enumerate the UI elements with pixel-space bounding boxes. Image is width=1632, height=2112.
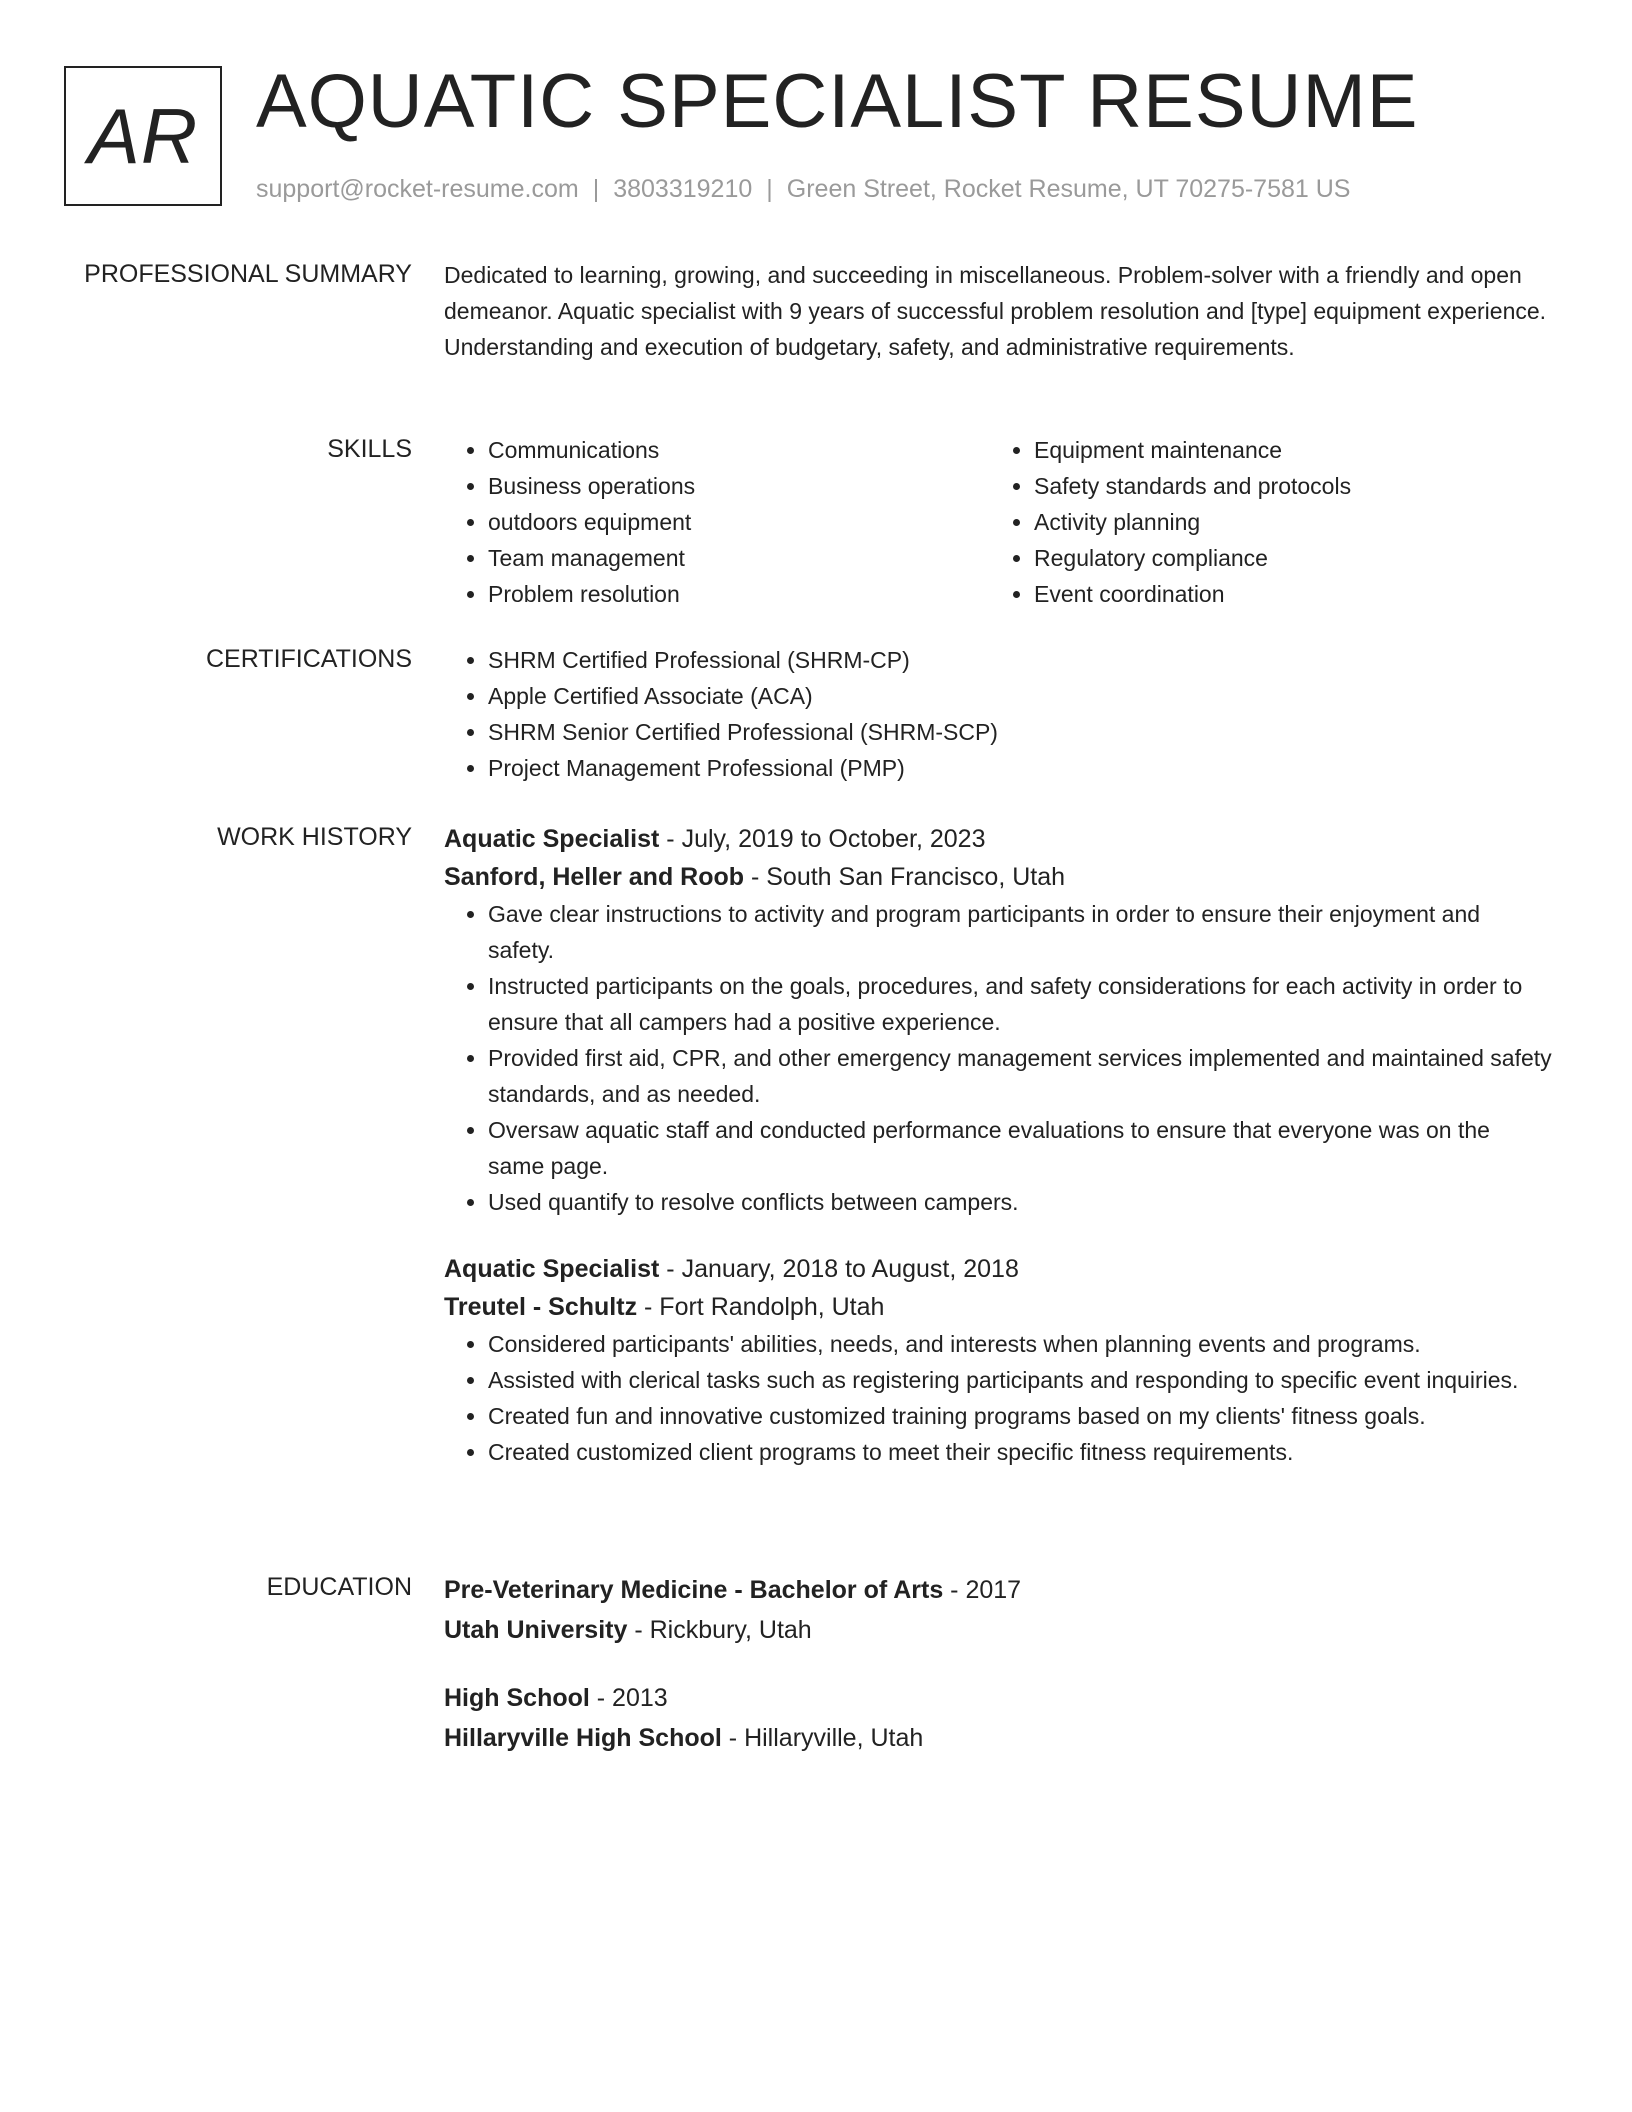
skills-list-right xyxy=(990,432,1536,612)
job-company: Sanford, Heller and Roob xyxy=(444,863,745,891)
skill-item: • Event coordination xyxy=(1034,576,1536,612)
job-duty: • Gave clear instructions to activity and program participants in order to ensure their enjoyment and safety. xyxy=(488,896,1552,968)
certifications-list xyxy=(444,642,1552,786)
job-title-line xyxy=(444,1250,1552,1288)
skills-body xyxy=(444,432,1552,612)
job-duty: • Used quantify to resolve conflicts between campers. xyxy=(488,1184,1552,1220)
section-heading-work-history: WORK HISTORY xyxy=(217,823,412,851)
job-duty: • Considered participants' abilities, needs, and interests when planning events and programs. xyxy=(488,1326,1552,1362)
education-degree-line xyxy=(444,1570,1552,1610)
job-duties-list xyxy=(444,1326,1552,1470)
certifications-body xyxy=(444,642,1552,786)
job-title-line xyxy=(444,820,1552,858)
education-location: - Rickbury, Utah xyxy=(627,1616,812,1644)
job-duty: • Created customized client programs to meet their specific fitness requirements. xyxy=(488,1434,1552,1470)
contact-separator: | xyxy=(766,175,773,203)
skills-grid xyxy=(444,432,1552,612)
monogram-logo: AR xyxy=(64,66,222,206)
job-company-line xyxy=(444,858,1552,896)
job-title: Aquatic Specialist xyxy=(444,1255,660,1283)
section-heading-certifications: CERTIFICATIONS xyxy=(205,645,412,673)
job-location: - Fort Randolph, Utah xyxy=(637,1293,885,1321)
contact-address: Green Street, Rocket Resume, UT 70275-7581 US xyxy=(786,175,1351,203)
job-company-line xyxy=(444,1288,1552,1326)
job-duty: • Provided first aid, CPR, and other emergency management services implemented and maintained safety standards, and as needed. xyxy=(488,1040,1552,1112)
education-school-line xyxy=(444,1610,1552,1650)
education-school: Hillaryville High School xyxy=(444,1724,722,1752)
education-entry xyxy=(444,1570,1552,1650)
education-degree: High School xyxy=(444,1684,590,1712)
skill-item: • Problem resolution xyxy=(488,576,990,612)
education-school-line xyxy=(444,1718,1552,1758)
skill-item: • Regulatory compliance xyxy=(1034,540,1536,576)
contact-email: support@rocket-resume.com xyxy=(256,175,579,203)
job-dates: - January, 2018 to August, 2018 xyxy=(659,1255,1019,1283)
education-school: Utah University xyxy=(444,1616,628,1644)
education-year: - 2013 xyxy=(589,1684,668,1712)
work-history-body xyxy=(444,820,1552,1470)
contact-phone: 3803319210 xyxy=(613,175,753,203)
job-duty: • Oversaw aquatic staff and conducted performance evaluations to ensure that everyone was on the same page. xyxy=(488,1112,1552,1184)
skill-item: • Communications xyxy=(488,432,990,468)
certification-item: • Apple Certified Associate (ACA) xyxy=(488,678,1552,714)
job-location: - South San Francisco, Utah xyxy=(744,863,1066,891)
education-degree-line xyxy=(444,1678,1552,1718)
certification-item: • Project Management Professional (PMP) xyxy=(488,750,1552,786)
education-body xyxy=(444,1570,1552,1758)
skill-item: • outdoors equipment xyxy=(488,504,990,540)
resume-title: AQUATIC SPECIALIST RESUME xyxy=(256,59,1419,144)
skills-list-left xyxy=(444,432,990,612)
skill-item: • Equipment maintenance xyxy=(1034,432,1536,468)
summary-text: Dedicated to learning, growing, and succeeding in miscellaneous. Problem-solver with a friendly and open demeanor. Aquatic specialist with 9 years of successful problem resolution and [type] equipment experience. Understanding and execution of budgetary, safety, and administrative requirements. xyxy=(444,262,1547,360)
skill-item: • Team management xyxy=(488,540,990,576)
education-year: - 2017 xyxy=(943,1576,1022,1604)
certification-item: • SHRM Senior Certified Professional (SHRM-SCP) xyxy=(488,714,1552,750)
section-heading-education: EDUCATION xyxy=(266,1573,412,1601)
contact-line xyxy=(256,172,1350,206)
job-entry xyxy=(444,1250,1552,1470)
education-entry xyxy=(444,1678,1552,1758)
contact-separator: | xyxy=(592,175,600,203)
job-company: Treutel - Schultz xyxy=(444,1293,638,1321)
job-duties-list xyxy=(444,896,1552,1220)
education-degree: Pre-Veterinary Medicine - Bachelor of Arts xyxy=(444,1576,944,1604)
section-heading-summary: PROFESSIONAL SUMMARY xyxy=(84,260,412,288)
job-entry xyxy=(444,820,1552,1220)
skills-column-left xyxy=(444,432,990,612)
job-duty: • Created fun and innovative customized training programs based on my clients' fitness goals. xyxy=(488,1398,1552,1434)
skill-item: • Activity planning xyxy=(1034,504,1536,540)
skills-column-right xyxy=(990,432,1536,612)
section-heading-skills: SKILLS xyxy=(327,435,412,463)
education-location: - Hillaryville, Utah xyxy=(721,1724,924,1752)
skill-item: • Safety standards and protocols xyxy=(1034,468,1536,504)
job-duty: • Instructed participants on the goals, procedures, and safety considerations for each activity in order to ensure that all campers had a positive experience. xyxy=(488,968,1552,1040)
job-dates: - July, 2019 to October, 2023 xyxy=(659,825,986,853)
job-title: Aquatic Specialist xyxy=(444,825,660,853)
skill-item: • Business operations xyxy=(488,468,990,504)
certification-item: • SHRM Certified Professional (SHRM-CP) xyxy=(488,642,1552,678)
job-duty: • Assisted with clerical tasks such as registering participants and responding to specific event inquiries. xyxy=(488,1362,1552,1398)
